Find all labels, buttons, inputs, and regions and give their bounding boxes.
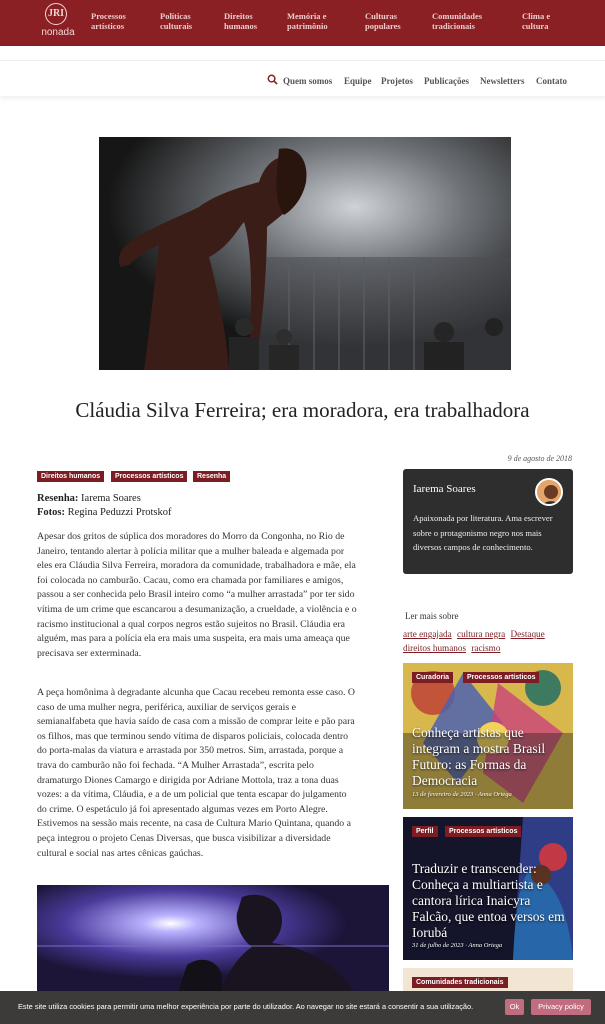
article-paragraph-1: Apesar dos gritos de súplica dos moradores do Morro da Congonha, no Rio de Janeiro, tentando alertar à polícia militar que a mulher baleada e algemada por eles era Cláudia Silva Ferreira, moradora da comunidade, trabalhadora e mãe, ela foi colocada no camburão. Cacau, como era chamada por familiares e amigos, passou a ser conhecida pelo Brasil inteiro como “a mulher arrastada” por ter sido vítima de um crime que escancarou a desumanização, a crueldade, a violência e o racismo institucional a qual corpos negros estão sujeitos no Brasil. Cláudia era alguém, mas para a polícia ela era mais uma suspeita, era mais uma ameaça que precisava ser exterminada. xyxy=(37,531,357,659)
card-title[interactable]: Conheça artistas que integram a mostra Brasil Futuro: as Formas da Democracia xyxy=(412,725,546,788)
nav-item-comunidades-tradicionais[interactable]: Comunidades tradicionais xyxy=(432,11,483,31)
card-meta: 13 de fevereiro de 2023 · Anna Ortega xyxy=(412,791,512,798)
secondary-nav-bar xyxy=(0,46,605,96)
related-post-card[interactable] xyxy=(403,663,573,809)
card-meta: 31 de julho de 2023 · Anna Ortega xyxy=(412,942,503,949)
card-title[interactable]: Traduzir e transcender: Conheça a multiartista e cantora lírica Inaicyra Falcão, que entoa versos em Iorubá xyxy=(412,861,565,940)
nav-item-memoria-patrimonio[interactable]: Memória e patrimônio xyxy=(287,11,328,31)
nav-item-politicas-culturais[interactable]: Políticas culturais xyxy=(160,11,193,31)
site-logo[interactable] xyxy=(40,3,76,43)
article-photo xyxy=(37,885,389,995)
tag-processos-artisticos[interactable]: Processos artísticos xyxy=(111,471,187,482)
photos-author: Regina Peduzzi Protskof xyxy=(67,507,172,518)
logo-text: nonada xyxy=(41,27,75,38)
author-name[interactable]: Iarema Soares xyxy=(413,483,476,495)
tag-resenha[interactable]: Resenha xyxy=(193,471,230,482)
author-card xyxy=(403,469,573,574)
author-bio: Apaixonada por literatura. Ama escrever sobre o protagonismo negro nos mais diversos campos de conhecimento. xyxy=(413,513,553,552)
nav-item-processos-artisticos[interactable]: Processos artísticos xyxy=(91,11,126,31)
photos-label: Fotos: xyxy=(37,507,65,518)
card-tag-perfil[interactable]: Perfil xyxy=(412,826,438,837)
privacy-policy-button[interactable]: Privacy policy xyxy=(531,999,591,1015)
photo-credit xyxy=(37,507,171,518)
subnav-link-contato[interactable]: Contato xyxy=(536,76,567,86)
cookie-text: Este site utiliza cookies para permitir uma melhor experiência por parte do utilizador. Ao navegar no site estará a consentir a sua utilização. xyxy=(18,1002,474,1011)
card-tag-processos-artisticos[interactable]: Processos artísticos xyxy=(463,672,539,683)
review-credit xyxy=(37,493,141,504)
card-tag-processos-artisticos[interactable]: Processos artísticos xyxy=(445,826,521,837)
nav-item-clima-cultura[interactable]: Clima e cultura xyxy=(522,11,551,31)
read-more-link[interactable]: arte engajada xyxy=(403,629,452,639)
read-more-link[interactable]: racismo xyxy=(471,643,501,653)
cookie-ok-button[interactable]: Ok xyxy=(505,999,524,1015)
read-more-link[interactable]: direitos humanos xyxy=(403,643,467,653)
review-label: Resenha: xyxy=(37,493,79,504)
card-tag-curadoria[interactable]: Curadoria xyxy=(412,672,453,683)
article-paragraph-2: A peça homônima à degradante alcunha que Cacau recebeu remonta esse caso. O caso de uma mulher negra, periférica, auxiliar de serviços gerais e semianalfabeta que havia saído de casa com a missão de comprar leite e pão para os filhos, mas que terminou sendo vítima de disparos policiais, colocada dentro do porta-malas da viatura e arrastada por 350 metros. Sim, arrastada, porque a trava do camburão não foi fechada. “A Mulher Arrastada”, escrita pelo dramaturgo Diones Camargo e dirigida por Adriane Mottola, traz a tona duas vozes: a da vítima, Cláudia, e a de um policial que tenta escapar do julgamento do crime. O espetáculo já foi apresentado algumas vezes em Porto Alegre. Estivemos na sessão mais recente, na casa de Cultura Mario Quintana, quando a peça integrou o projeto Cenas Diversas, que busca visibilizar a diversidade cultural e social nas artes cênicas gaúchas. xyxy=(37,687,355,859)
tag-direitos-humanos[interactable]: Direitos humanos xyxy=(37,471,104,482)
related-post-card[interactable] xyxy=(403,817,573,960)
logo-mark: JRI xyxy=(45,3,67,25)
article-title: Cláudia Silva Ferreira; era moradora, era trabalhadora xyxy=(75,398,530,422)
read-more-links xyxy=(403,627,573,655)
cookie-bar xyxy=(0,991,605,1024)
subnav-link-publicacoes[interactable]: Publicações xyxy=(424,76,469,86)
avatar xyxy=(535,478,563,506)
article-date: 9 de agosto de 2018 xyxy=(507,454,572,463)
review-author: Iarema Soares xyxy=(81,493,141,504)
read-more-link[interactable]: cultura negra xyxy=(457,629,506,639)
read-more-link[interactable]: Destaque xyxy=(510,629,545,639)
card-tag-comunidades-tradicionais[interactable]: Comunidades tradicionais xyxy=(412,977,508,988)
divider xyxy=(0,60,605,61)
subnav-link-equipe[interactable]: Equipe xyxy=(344,76,372,86)
nav-item-direitos-humanos[interactable]: Direitos humanos xyxy=(224,11,258,31)
related-post-card[interactable] xyxy=(403,968,573,991)
search-icon[interactable] xyxy=(267,74,278,85)
subnav-link-newsletters[interactable]: Newsletters xyxy=(480,76,525,86)
hero-image xyxy=(99,137,511,370)
subnav-link-projetos[interactable]: Projetos xyxy=(381,76,413,86)
subnav-link-quem-somos[interactable]: Quem somos xyxy=(283,76,333,86)
nav-item-culturas-populares[interactable]: Culturas populares xyxy=(365,11,401,31)
read-more-label: Ler mais sobre xyxy=(405,611,459,621)
top-nav-bar xyxy=(0,0,605,46)
